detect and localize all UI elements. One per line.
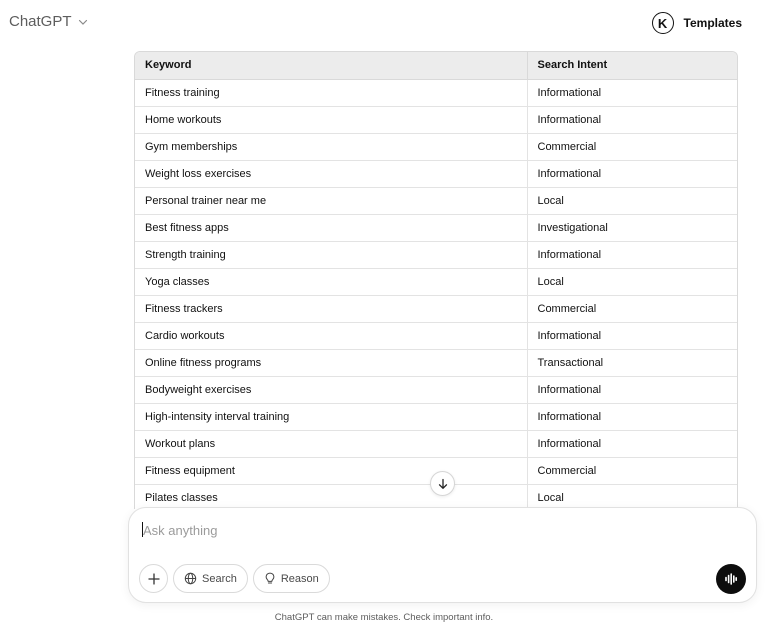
model-selector[interactable] xyxy=(9,13,88,30)
keyword-cell: Online fitness programs xyxy=(135,349,527,376)
disclaimer-text: ChatGPT can make mistakes. Check important info. xyxy=(274,612,494,623)
table-row xyxy=(135,241,737,268)
intent-cell: Informational xyxy=(527,322,737,349)
search-button[interactable] xyxy=(173,564,248,593)
keyword-cell: Fitness trackers xyxy=(135,295,527,322)
keyword-cell: Personal trainer near me xyxy=(135,187,527,214)
keyword-cell: Strength training xyxy=(135,241,527,268)
intent-cell: Commercial xyxy=(527,133,737,160)
attach-button[interactable] xyxy=(139,564,168,593)
keyword-cell: Pilates classes xyxy=(135,484,527,509)
keyword-cell: Weight loss exercises xyxy=(135,160,527,187)
intent-cell: Informational xyxy=(527,79,737,106)
column-header-search-intent: Search Intent xyxy=(527,52,737,79)
chevron-down-icon xyxy=(78,17,88,27)
intent-cell: Local xyxy=(527,484,737,509)
intent-cell: Informational xyxy=(527,403,737,430)
keyword-cell: Gym memberships xyxy=(135,133,527,160)
table-row xyxy=(135,322,737,349)
keyword-cell: Fitness training xyxy=(135,79,527,106)
table-row xyxy=(135,79,737,106)
keyword-cell: Cardio workouts xyxy=(135,322,527,349)
table-row xyxy=(135,106,737,133)
table-row xyxy=(135,430,737,457)
templates-link[interactable]: Templates xyxy=(683,16,742,30)
intent-cell: Transactional xyxy=(527,349,737,376)
globe-icon xyxy=(184,572,197,585)
intent-cell: Informational xyxy=(527,160,737,187)
lightbulb-icon xyxy=(264,572,276,585)
keyword-cell: Workout plans xyxy=(135,430,527,457)
table-row xyxy=(135,133,737,160)
table-row xyxy=(135,376,737,403)
keyword-cell: Bodyweight exercises xyxy=(135,376,527,403)
voice-mode-button[interactable] xyxy=(716,564,746,594)
keyword-cell: High-intensity interval training xyxy=(135,403,527,430)
table-header-row xyxy=(135,52,737,79)
scroll-to-bottom-button[interactable] xyxy=(430,471,455,496)
keyword-cell: Fitness equipment xyxy=(135,457,527,484)
keyword-table-container xyxy=(134,51,738,509)
avatar[interactable]: K xyxy=(652,12,674,34)
intent-cell: Informational xyxy=(527,430,737,457)
column-header-keyword: Keyword xyxy=(135,52,527,79)
intent-cell: Informational xyxy=(527,241,737,268)
reason-button[interactable] xyxy=(253,564,330,593)
reason-button-label: Reason xyxy=(280,572,319,585)
keyword-cell: Home workouts xyxy=(135,106,527,133)
header-actions xyxy=(652,12,742,34)
app-name: ChatGPT xyxy=(9,13,72,30)
table-row xyxy=(135,160,737,187)
intent-cell: Local xyxy=(527,268,737,295)
table-row xyxy=(135,214,737,241)
table-row xyxy=(135,349,737,376)
intent-cell: Commercial xyxy=(527,295,737,322)
intent-cell: Investigational xyxy=(527,214,737,241)
keyword-table xyxy=(135,52,737,509)
intent-cell: Commercial xyxy=(527,457,737,484)
intent-cell: Local xyxy=(527,187,737,214)
table-row xyxy=(135,295,737,322)
table-row xyxy=(135,268,737,295)
keyword-cell: Yoga classes xyxy=(135,268,527,295)
intent-cell: Informational xyxy=(527,376,737,403)
prompt-input[interactable] xyxy=(143,520,703,540)
message-composer xyxy=(128,507,757,603)
voice-waveform-icon xyxy=(724,572,738,586)
intent-cell: Informational xyxy=(527,106,737,133)
table-row xyxy=(135,187,737,214)
composer-tools xyxy=(139,564,330,593)
plus-icon xyxy=(148,573,160,585)
arrow-down-icon xyxy=(437,478,449,490)
keyword-cell: Best fitness apps xyxy=(135,214,527,241)
search-button-label: Search xyxy=(202,572,237,585)
table-row xyxy=(135,403,737,430)
